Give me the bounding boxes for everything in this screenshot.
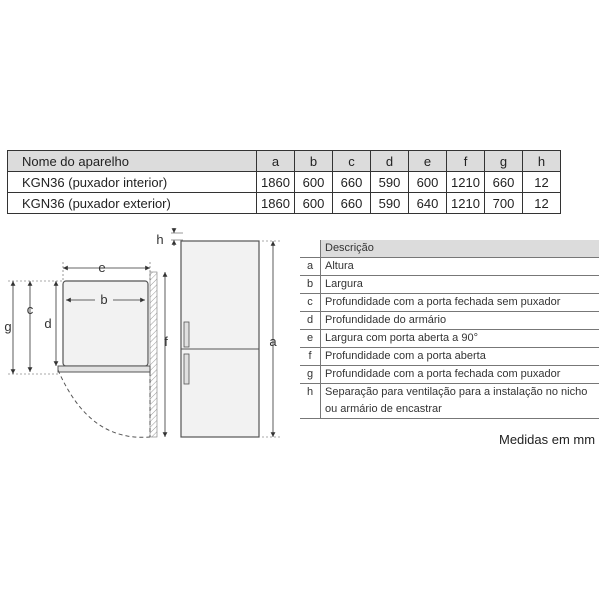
legend-row bbox=[300, 294, 599, 312]
table-cell: KGN36 (puxador exterior) bbox=[8, 193, 257, 214]
label-c: c bbox=[26, 302, 34, 317]
table-cell: 12 bbox=[523, 193, 561, 214]
label-b: b bbox=[100, 292, 108, 307]
legend-key: c bbox=[300, 294, 321, 312]
column-header: c bbox=[333, 151, 371, 172]
legend-row bbox=[300, 276, 599, 294]
wall-hatch bbox=[150, 272, 157, 437]
door-swing-arc bbox=[58, 370, 150, 437]
legend-row bbox=[300, 384, 599, 419]
table-cell: 590 bbox=[371, 193, 409, 214]
lower-door-handle bbox=[184, 354, 189, 384]
legend-text: Altura bbox=[321, 258, 600, 276]
legend-row bbox=[300, 258, 599, 276]
table-row bbox=[8, 172, 561, 193]
label-h: h bbox=[156, 232, 164, 247]
legend-text: Separação para ventilação para a instalação no nicho ou armário de encastrar bbox=[321, 384, 600, 419]
legend-row bbox=[300, 366, 599, 384]
table-cell: 590 bbox=[371, 172, 409, 193]
table-cell: 600 bbox=[295, 172, 333, 193]
table-cell: 12 bbox=[523, 172, 561, 193]
column-header: g bbox=[485, 151, 523, 172]
table-cell: 660 bbox=[333, 172, 371, 193]
column-header: d bbox=[371, 151, 409, 172]
label-e: e bbox=[98, 260, 106, 275]
legend-key: d bbox=[300, 312, 321, 330]
table-cell: 660 bbox=[485, 172, 523, 193]
table-cell: 1860 bbox=[257, 193, 295, 214]
legend-key: b bbox=[300, 276, 321, 294]
label-f: f bbox=[164, 334, 168, 349]
column-header: Nome do aparelho bbox=[8, 151, 257, 172]
table-cell: 1860 bbox=[257, 172, 295, 193]
table-cell: 700 bbox=[485, 193, 523, 214]
legend-key: g bbox=[300, 366, 321, 384]
front-view bbox=[156, 228, 280, 437]
label-d: d bbox=[44, 316, 52, 331]
legend-key: a bbox=[300, 258, 321, 276]
legend-key: e bbox=[300, 330, 321, 348]
units-note: Medidas em mm bbox=[499, 432, 596, 447]
column-header: b bbox=[295, 151, 333, 172]
legend-text: Profundidade com a porta fechada sem puxador bbox=[321, 294, 600, 312]
legend-text: Largura com porta aberta a 90° bbox=[321, 330, 600, 348]
column-header: a bbox=[257, 151, 295, 172]
table-cell: 600 bbox=[409, 172, 447, 193]
table-header-row bbox=[8, 151, 561, 172]
legend-text: Profundidade do armário bbox=[321, 312, 600, 330]
table-cell: 660 bbox=[333, 193, 371, 214]
column-header: h bbox=[523, 151, 561, 172]
upper-door-handle bbox=[184, 322, 189, 347]
table-cell: KGN36 (puxador interior) bbox=[8, 172, 257, 193]
legend-row bbox=[300, 348, 599, 366]
fridge-body-front-view bbox=[181, 241, 259, 437]
table-cell: 640 bbox=[409, 193, 447, 214]
legend-key: f bbox=[300, 348, 321, 366]
label-g: g bbox=[4, 319, 12, 334]
table-cell: 600 bbox=[295, 193, 333, 214]
legend-row bbox=[300, 330, 599, 348]
legend-text: Profundidade com a porta aberta bbox=[321, 348, 600, 366]
legend-text: Profundidade com a porta fechada com puxador bbox=[321, 366, 600, 384]
fridge-dimension-drawing bbox=[0, 225, 300, 445]
label-a: a bbox=[269, 334, 277, 349]
door-top-view bbox=[58, 366, 150, 372]
column-header: f bbox=[447, 151, 485, 172]
dimension-table bbox=[7, 150, 561, 214]
column-header: e bbox=[409, 151, 447, 172]
legend-table bbox=[300, 240, 599, 419]
table-row bbox=[8, 193, 561, 214]
top-view bbox=[4, 260, 168, 437]
legend-header-row bbox=[300, 240, 599, 258]
legend-key: h bbox=[300, 384, 321, 419]
legend-key-header bbox=[300, 240, 321, 258]
legend-text: Largura bbox=[321, 276, 600, 294]
table-cell: 1210 bbox=[447, 172, 485, 193]
legend-row bbox=[300, 312, 599, 330]
table-cell: 1210 bbox=[447, 193, 485, 214]
legend-header: Descrição bbox=[321, 240, 600, 258]
